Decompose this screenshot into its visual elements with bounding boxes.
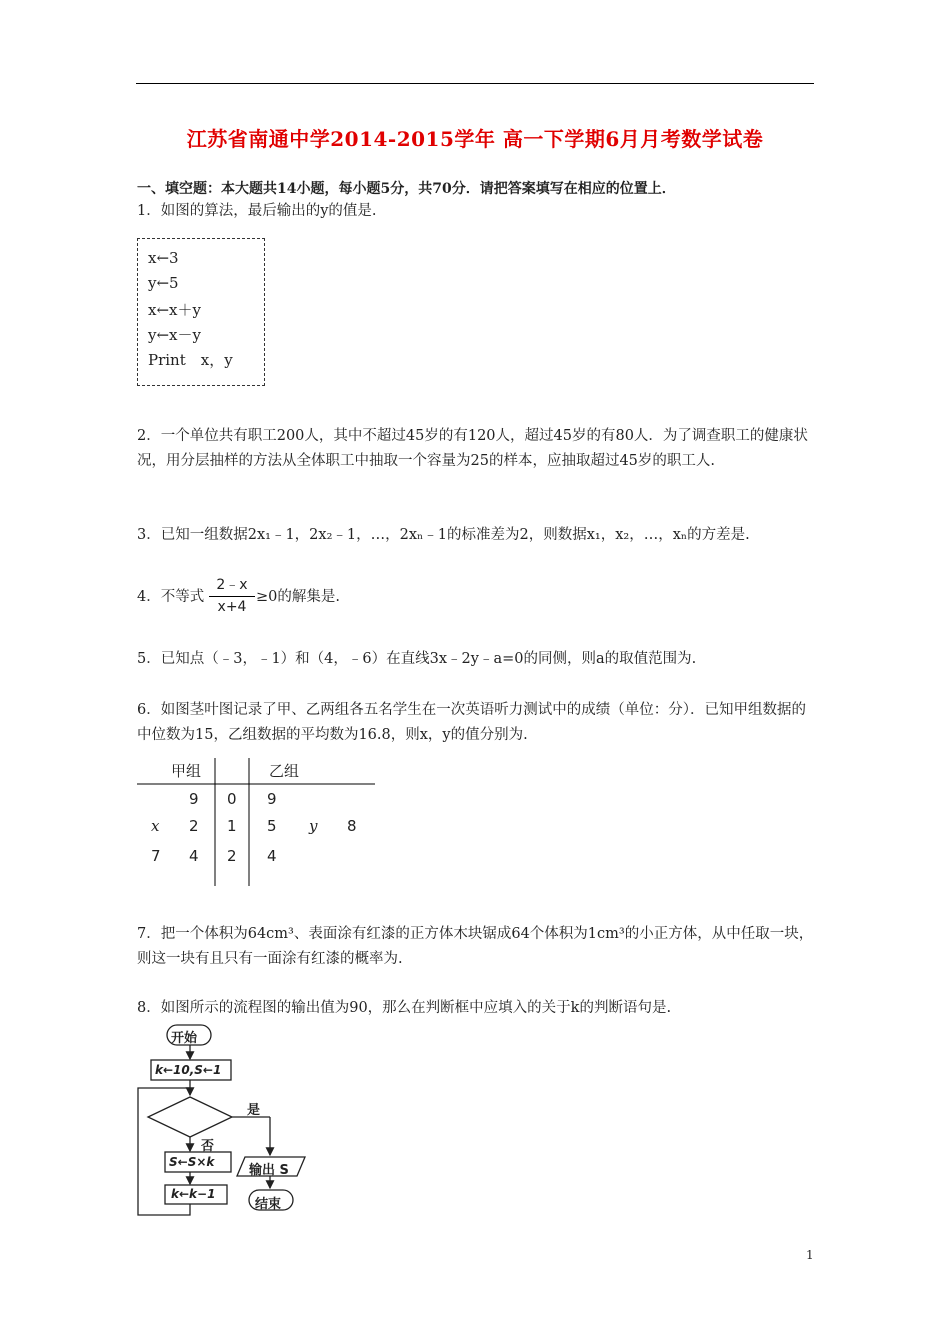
leaf-left: 4 [189,847,199,865]
question-8: 8．如图所示的流程图的输出值为90，那么在判断框中应填入的关于k的判断语句是. [137,1000,672,1016]
init-label: k←10,S←1 [155,1063,222,1077]
stem-header-right: 乙组 [269,762,300,780]
leaf-right: y [309,817,318,835]
end-label: 结束 [255,1197,282,1212]
flowchart-labels [135,1022,325,1222]
leaf-right: 9 [267,790,277,808]
question-4-prefix: 4．不等式 [137,589,205,605]
page-number: 1 [806,1248,814,1262]
decrement-label: k←k−1 [171,1187,216,1201]
stem-header-left: 甲组 [171,762,202,780]
algo-line: x←x＋y [148,301,201,319]
algo-line: x←3 [148,249,179,267]
stem-leaf-plot [137,758,377,888]
start-label: 开始 [171,1031,198,1046]
algo-line: y←5 [148,274,179,292]
question-4-suffix: ≥0的解集是. [256,589,340,605]
multiply-label: S←S×k [169,1155,215,1169]
leaf-right: 8 [347,817,357,835]
question-6: 6．如图茎叶图记录了甲、乙两组各五名学生在一次英语听力测试中的成绩（单位：分）．已知甲组数据的中位数为15，乙组数据的平均数为16.8，则x，y的值分别为. [137,702,806,743]
question-3: 3．已知一组数据2x₁﹣1，2x₂﹣1，…，2xₙ﹣1的标准差为2，则数据x₁，x₂，…，xₙ的方差是. [137,527,750,543]
fraction-numerator: 2﹣x [216,577,248,593]
page-title: 江苏省南通中学2014-2015学年 高一下学期6月月考数学试卷 [186,127,764,151]
stem-value: 0 [227,790,237,808]
leaf-left: x [151,817,160,835]
question-7: 7．把一个体积为64cm³、表面涂有红漆的正方体木块锯成64个体积为1cm³的小正方体，从中任取一块，则这一块有且只有一面涂有红漆的概率为. [137,926,814,967]
fraction-bar [209,596,255,597]
yes-label: 是 [247,1103,261,1118]
leaf-left: 9 [189,790,199,808]
question-1: 1．如图的算法，最后输出的y的值是. [137,203,377,219]
leaf-right: 5 [267,817,277,835]
stem-value: 1 [227,817,237,835]
question-2: 2．一个单位共有职工200人，其中不超过45岁的有120人，超过45岁的有80人．为了调查职工的健康状况，用分层抽样的方法从全体职工中抽取一个容量为25的样本，应抽取超过45岁的职工人. [137,428,808,469]
leaf-right: 4 [267,847,277,865]
header-rule [136,83,814,84]
question-5: 5．已知点（﹣3，﹣1）和（4，﹣6）在直线3x﹣2y﹣a=0的同侧，则a的取值范围为. [137,651,697,667]
fraction-denominator: x+4 [217,599,247,615]
no-label: 否 [201,1139,215,1154]
stem-value: 2 [227,847,237,865]
algo-line: Print x，y [148,351,233,369]
section-heading: 一、填空题：本大题共14小题，每小题5分，共70分．请把答案填写在相应的位置上． [137,181,676,197]
algo-line: y←x－y [148,326,201,344]
leaf-left: 7 [151,847,161,865]
leaf-left: 2 [189,817,199,835]
output-label: 输出 S [249,1163,289,1178]
algorithm-box [137,238,265,386]
